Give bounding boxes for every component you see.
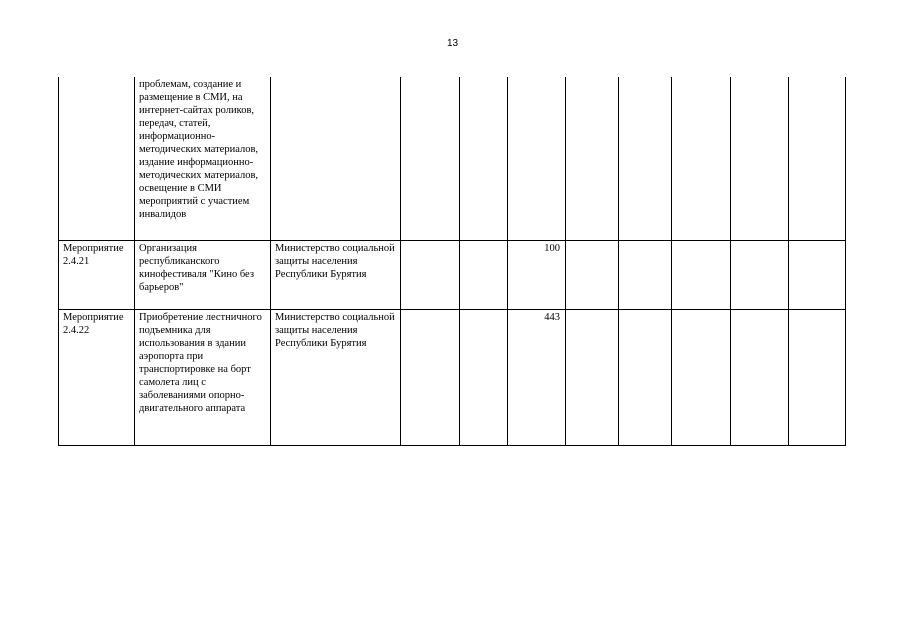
empty-cell bbox=[731, 77, 789, 240]
empty-cell bbox=[619, 240, 672, 309]
page-number: 13 bbox=[446, 38, 459, 49]
value-cell bbox=[508, 77, 566, 240]
value-cell: 443 bbox=[508, 309, 566, 445]
activity-id-cell bbox=[59, 77, 135, 240]
value-cell: 100 bbox=[508, 240, 566, 309]
empty-cell bbox=[731, 309, 789, 445]
activity-id-cell: Мероприятие 2.4.22 bbox=[59, 309, 135, 445]
empty-cell bbox=[566, 240, 619, 309]
activity-name-cell: Организация республиканского кинофестиваля "Кино без барьеров" bbox=[135, 240, 271, 309]
executor-cell: Министерство социальной защиты населения Республики Бурятия bbox=[271, 240, 401, 309]
empty-cell bbox=[460, 77, 508, 240]
empty-cell bbox=[789, 309, 846, 445]
empty-cell bbox=[619, 309, 672, 445]
executor-cell bbox=[271, 77, 401, 240]
empty-cell bbox=[672, 240, 731, 309]
activity-name-cell: Приобретение лестничного подъемника для использования в здании аэропорта при транспортировке на борт самолета лиц с заболеваниями опорно-двигательного аппарата bbox=[135, 309, 271, 445]
empty-cell bbox=[460, 240, 508, 309]
empty-cell bbox=[731, 240, 789, 309]
activity-name-cell: проблемам, создание и размещение в СМИ, на интернет-сайтах роликов, передач, статей, информационно-методических материалов, издание информационно-методических материалов, освещение в СМИ мероприятий с участием инвалидов bbox=[135, 77, 271, 240]
table-row bbox=[59, 309, 846, 445]
empty-cell bbox=[672, 309, 731, 445]
empty-cell bbox=[789, 77, 846, 240]
empty-cell bbox=[619, 77, 672, 240]
executor-cell: Министерство социальной защиты населения Республики Бурятия bbox=[271, 309, 401, 445]
activity-id-cell: Мероприятие 2.4.21 bbox=[59, 240, 135, 309]
empty-cell bbox=[566, 77, 619, 240]
empty-cell bbox=[460, 309, 508, 445]
empty-cell bbox=[566, 309, 619, 445]
table-row bbox=[59, 240, 846, 309]
empty-cell bbox=[672, 77, 731, 240]
empty-cell bbox=[401, 240, 460, 309]
program-activities-table bbox=[58, 77, 846, 446]
empty-cell bbox=[401, 309, 460, 445]
empty-cell bbox=[789, 240, 846, 309]
table-row bbox=[59, 77, 846, 240]
empty-cell bbox=[401, 77, 460, 240]
